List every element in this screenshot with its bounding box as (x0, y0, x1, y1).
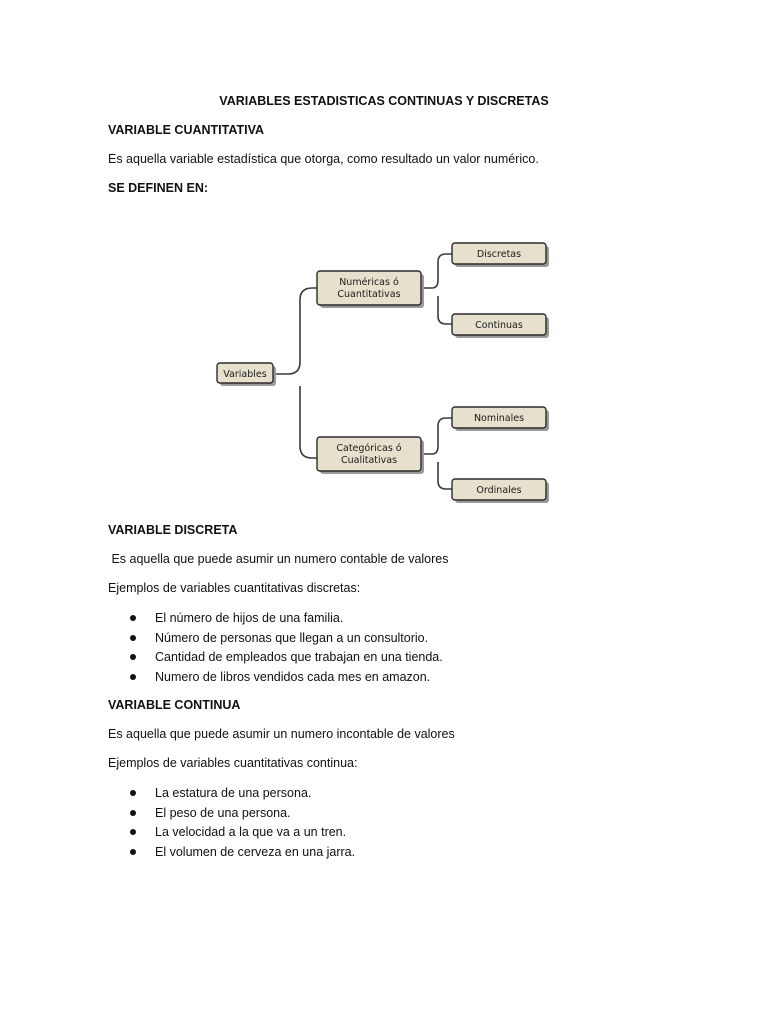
examples-intro-continua: Ejemplos de variables cuantitativas continua: (108, 756, 358, 770)
node-discretas (452, 243, 549, 267)
variables-classification-diagram (212, 236, 558, 506)
bullet-icon (130, 849, 136, 855)
bullet-icon (130, 674, 136, 680)
node-numeric-label-line2: Cuantitativas (337, 289, 401, 300)
list-item-text: La velocidad a la que va a un tren. (155, 825, 347, 839)
list-item-text: Número de personas que llegan a un consultorio. (155, 630, 429, 645)
node-continuas (452, 314, 549, 338)
node-numeric-label-line1: Numéricas ó (339, 277, 399, 288)
bullet-icon (130, 810, 136, 816)
bullet-icon (130, 654, 136, 660)
node-ordinales-label: Ordinales (476, 485, 522, 496)
node-categorical-label-line2: Cualitativas (340, 455, 398, 466)
examples-intro-discreta: Ejemplos de variables cuantitativas discretas: (108, 581, 361, 595)
list-item-text: La estatura de una persona. (155, 786, 312, 800)
node-variables (217, 363, 276, 386)
list-item (130, 630, 443, 650)
heading-variable-continua: VARIABLE CONTINUA (108, 698, 241, 712)
list-item-text: El peso de una persona. (155, 805, 291, 820)
bullet-icon (130, 829, 136, 835)
bullet-icon (130, 635, 136, 641)
list-item-text: El número de hijos de una familia. (155, 611, 344, 625)
node-categorical-label-line1: Categóricas ó (336, 443, 402, 454)
node-discretas-label: Discretas (476, 249, 522, 260)
node-continuas-label: Continuas (475, 320, 523, 331)
connector-root-branches (274, 288, 318, 458)
list-item-text: Numero de libros vendidos cada mes en amazon. (155, 669, 431, 684)
definition-continua: Es aquella que puede asumir un numero incontable de valores (108, 727, 455, 741)
node-ordinales (452, 479, 549, 503)
definition-discreta: Es aquella que puede asumir un numero contable de valores (108, 552, 449, 566)
list-item (130, 805, 355, 825)
list-item-text: El volumen de cerveza en una jarra. (155, 844, 356, 859)
list-item (130, 785, 355, 805)
list-item (130, 844, 355, 864)
heading-variable-cuantitativa: VARIABLE CUANTITATIVA (108, 123, 265, 137)
list-item-text: Cantidad de empleados que trabajan en una tienda. (155, 650, 443, 664)
document-title: VARIABLES ESTADISTICAS CONTINUAS Y DISCRETAS (219, 94, 549, 108)
heading-variable-discreta: VARIABLE DISCRETA (108, 523, 238, 537)
connector-numeric-children (422, 254, 452, 324)
list-item (130, 610, 443, 630)
node-nominales-label: Nominales (473, 413, 525, 424)
bullet-icon (130, 615, 136, 621)
definition-cuantitativa: Es aquella variable estadística que otorga, como resultado un valor numérico. (108, 152, 539, 166)
list-item (130, 669, 443, 689)
heading-se-definen: SE DEFINEN EN: (108, 181, 209, 195)
examples-list-discreta (130, 610, 443, 688)
node-nominales (452, 407, 549, 431)
connector-categorical-children (422, 418, 452, 489)
list-item (130, 824, 355, 844)
node-categorical (317, 437, 424, 474)
examples-list-continua (130, 785, 355, 863)
list-item (130, 649, 443, 669)
node-variables-label: Variables (223, 369, 267, 380)
node-numeric (317, 271, 424, 308)
bullet-icon (130, 790, 136, 796)
